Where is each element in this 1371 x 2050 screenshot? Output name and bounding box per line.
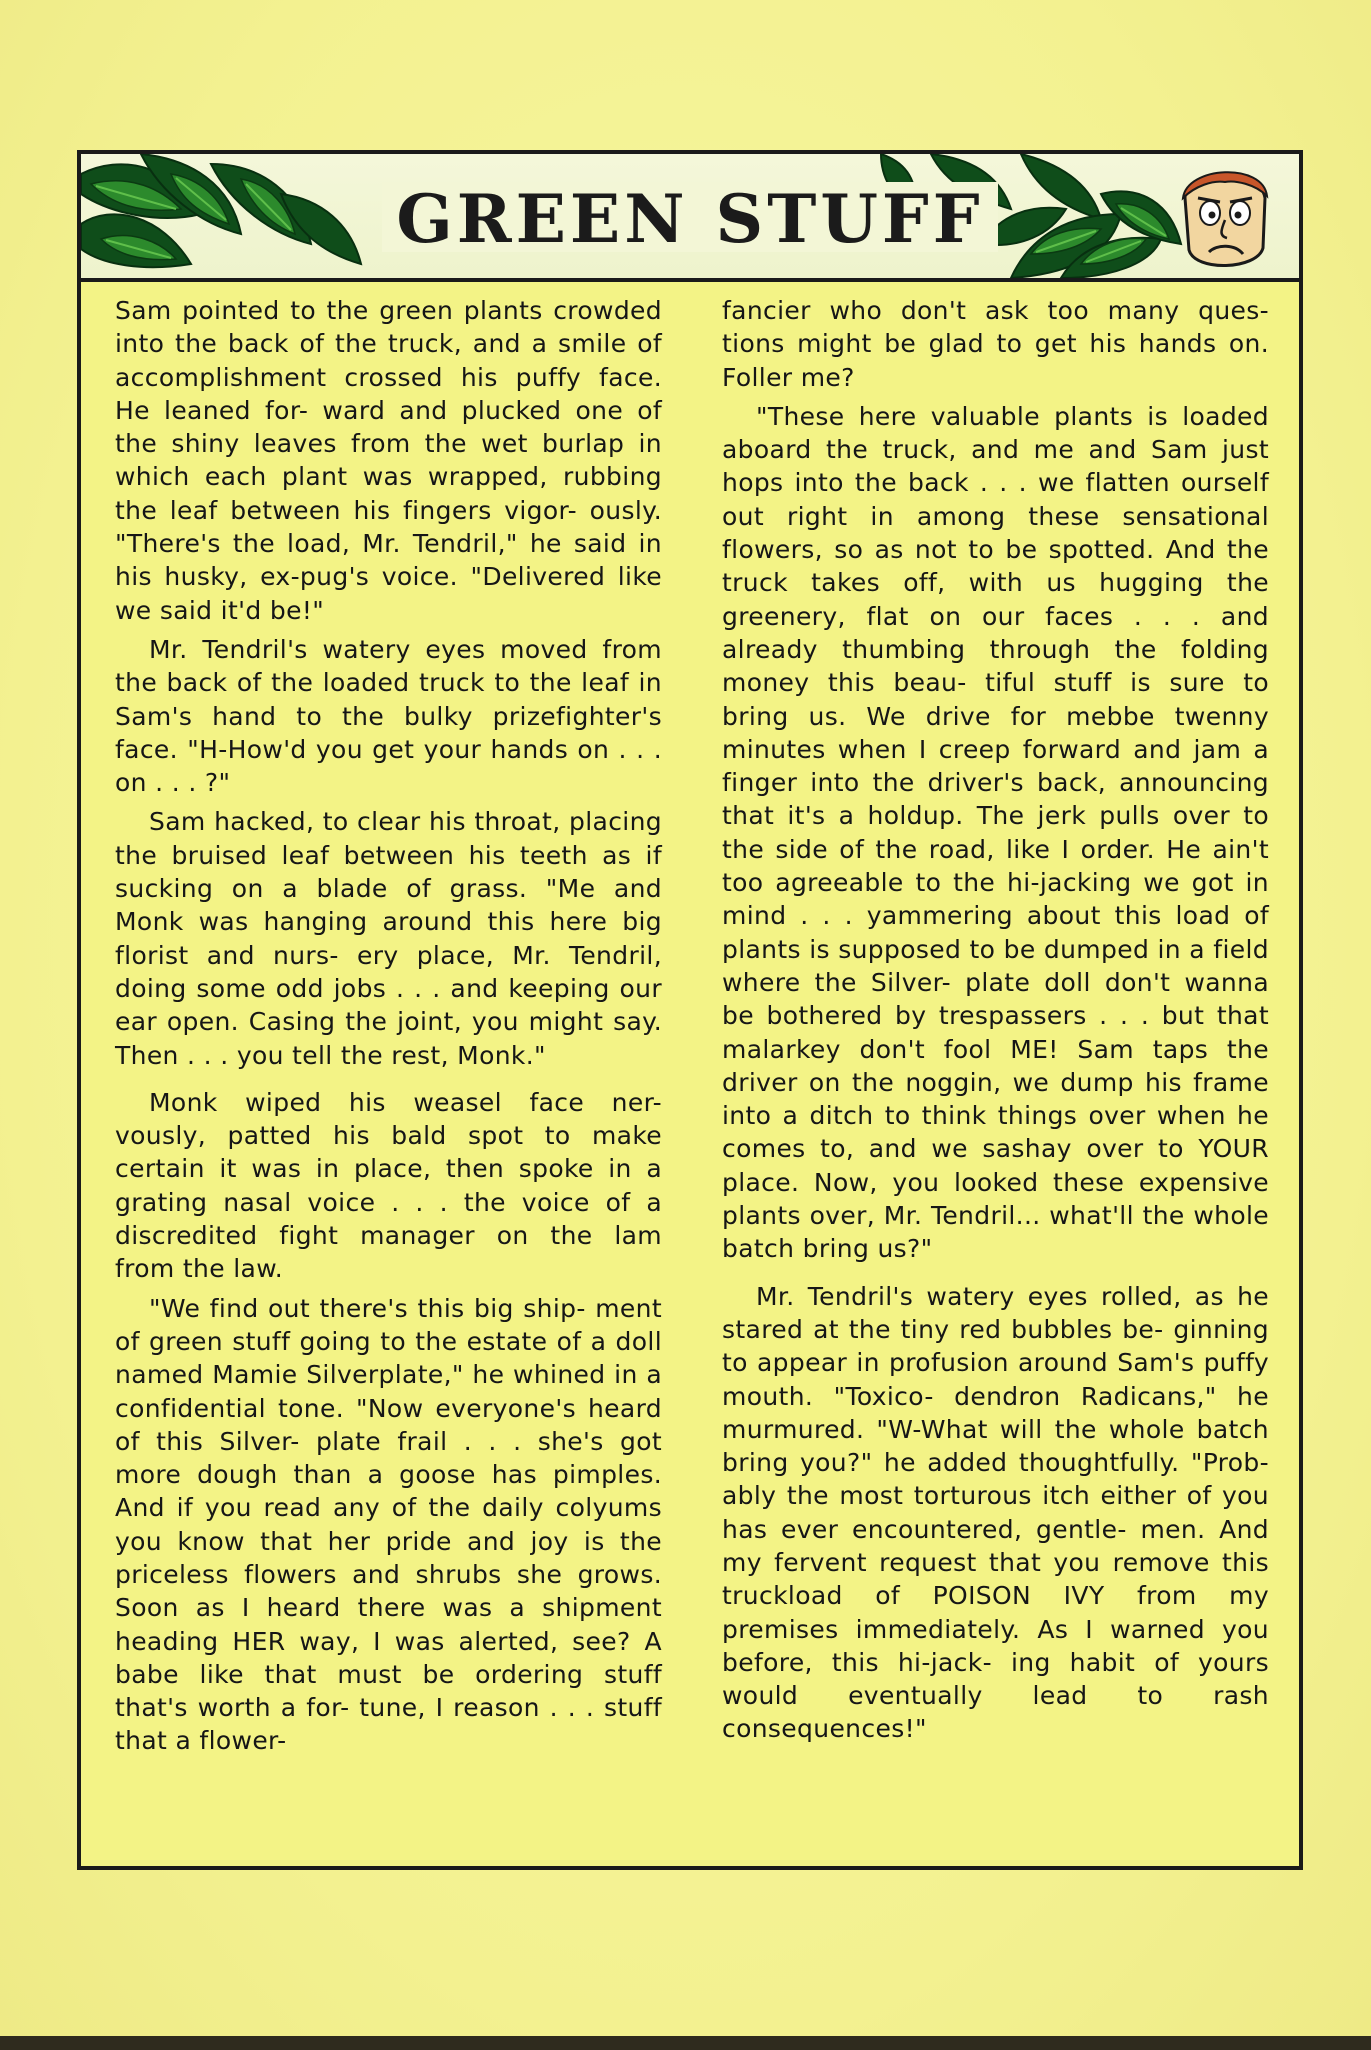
paragraph: fancier who don't ask too many ques- tions might be glad to get his hands on. Foller me? [722,296,1269,392]
story-column-right [722,294,1269,1836]
paragraph: Sam pointed to the green plants crowded into the back of the truck, and a smile of accomplishment crossed his puffy face. He leaned for- ward and plucked one of the shiny leaves from the wet burlap in which each plant was wrapped, rubbing the leaf between his fingers vigor- ously. "There's the load, Mr. Tendril," he said in his husky, ex-pug's voice. "Delivered like we said it'd be!" [115,296,662,625]
paragraph: "These here valuable plants is loaded aboard the truck, and me and Sam just hops into the back . . . we flatten ourself out right in among these sensational flowers, so as not to be spotted. And the truck takes off, with us hugging the greenery, flat on our faces . . . and already thumbing through the folding money this beau- tiful stuff is sure to bring us. We drive for mebbe twenny minutes when I creep forward and jam a finger into the driver's back, announcing that it's a holdup. The jerk pulls over to the side of the road, like I order. He ain't too agreeable to the hi-jacking we got in mind . . . yammering about this load of plants is supposed to be dumped in a field where the Silver- plate doll don't wanna be bothered by trespassers . . . but that malarkey don't fool ME! Sam taps the driver on the noggin, we dump his frame into a ditch to think things over when he comes to, and we sashay over to YOUR place. Now, you looked these expensive plants over, Mr. Tendril... what'll the whole batch bring us?" [722,401,1269,1264]
paragraph: Mr. Tendril's watery eyes rolled, as he stared at the tiny red bubbles be- ginning to appear in profusion around Sam's puffy mouth. "Toxico- dendron Radicans," he murmured. "W-What will the whole batch bring you?" he added thoughtfully. "Prob- ably the most torturous itch either of you has ever encountered, gentle- men. And my fervent request that you remove this truckload of POISON IVY from my premises immediately. As I warned you before, this hi-jack- ing habit of yours would eventually lead to rash consequences!" [722,1281,1269,1744]
worried-face-icon [1165,158,1285,276]
paragraph: "We find out there's this big ship- ment of green stuff going to the estate of a doll named Mamie Silverplate," he whined in a confidential tone. "Now everyone's heard of this Silver- plate frail . . . she's got more dough than a goose has pimples. And if you read any of the daily colyums you know that her pride and joy is the priceless flowers and shrubs she grows. Soon as I heard there was a shipment heading HER way, I was alerted, see? A babe like that must be ordering stuff that's worth a for- tune, I reason . . . stuff that a flower- [115,1293,662,1756]
page-bottom-edge [0,2036,1371,2050]
story-title-text: GREEN STUFF [382,182,997,252]
paragraph: Sam hacked, to clear his throat, placing the bruised leaf between his teeth as if sucking on a blade of grass. "Me and Monk was hanging around this here big florist and nurs- ery place, Mr. Tendril, doing some odd jobs . . . and keeping our ear open. Casing the joint, you might say. Then . . . you tell the rest, Monk." [115,807,662,1070]
paragraph: Monk wiped his weasel face ner- vously, patted his bald spot to make certain it was in place, then spoke in a grating nasal voice . . . the voice of a discredited fight manager on the lam from the law. [115,1087,662,1284]
story-column-left [115,294,662,1836]
story-panel [77,150,1303,1870]
story-title [81,180,1299,258]
title-banner [81,154,1299,282]
story-body [115,294,1269,1836]
paragraph: Mr. Tendril's watery eyes moved from the back of the loaded truck to the leaf in Sam's hand to the bulky prizefighter's face. "H-How'd you get your hands on . . . on . . . ?" [115,634,662,798]
